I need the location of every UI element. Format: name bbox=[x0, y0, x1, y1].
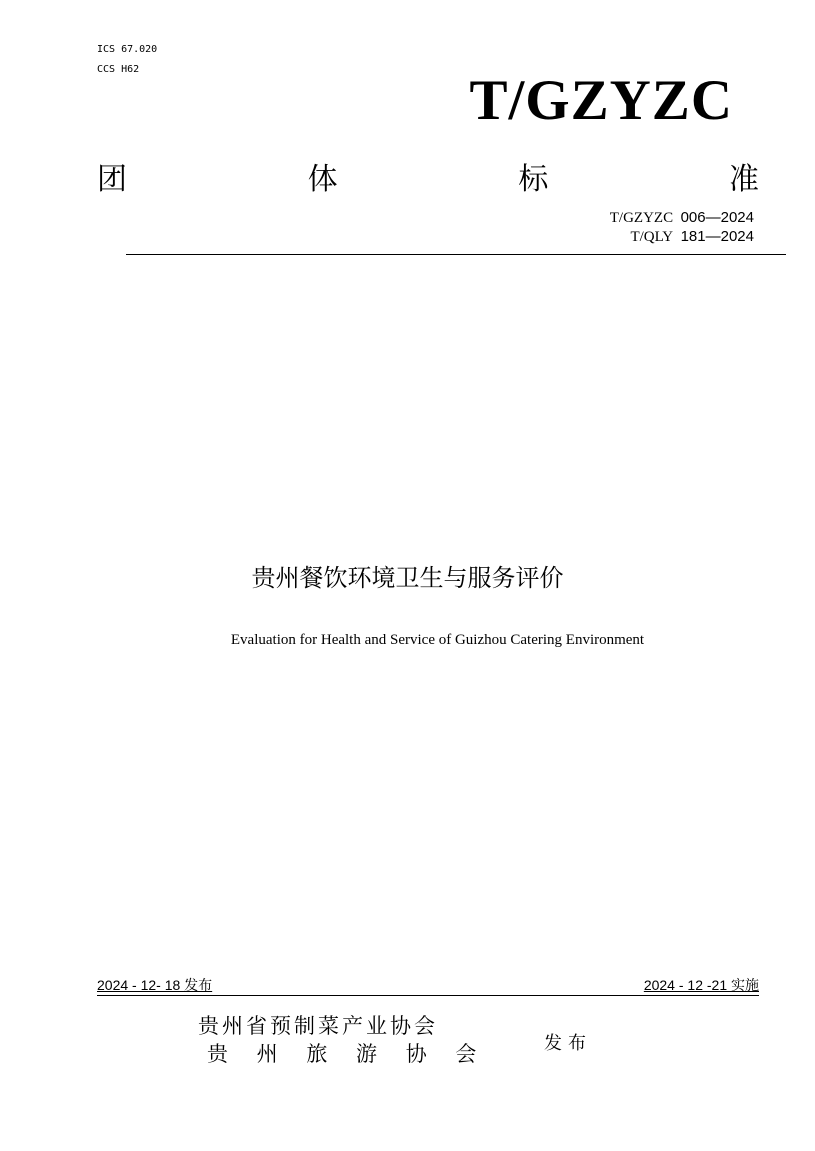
ics-code: ICS 67.020 bbox=[97, 44, 158, 55]
banner-char: 体 bbox=[307, 162, 338, 197]
standard-code-prefix: T/GZYZC bbox=[609, 210, 674, 226]
group-standard-banner bbox=[97, 160, 759, 200]
document-title-en: Evaluation for Health and Service of Guizhou Catering Environment bbox=[230, 632, 645, 648]
document-title-zh: 贵州餐饮环境卫生与服务评价 bbox=[251, 564, 564, 592]
banner-char: 团 bbox=[97, 162, 127, 197]
ccs-code: CCS H62 bbox=[97, 64, 140, 75]
publish-label: 发布 bbox=[544, 1033, 592, 1054]
banner-char: 标 bbox=[518, 162, 549, 197]
implementation-date: 2024 - 12 -21 实施 bbox=[643, 977, 759, 993]
standard-code-primary bbox=[610, 209, 754, 227]
banner-char: 准 bbox=[728, 162, 759, 197]
standard-code-prefix: T/QLY bbox=[630, 229, 674, 245]
standard-code-number: 006—2024 bbox=[680, 209, 754, 226]
standard-logo: T/GZYZC bbox=[469, 69, 733, 132]
issue-date: 2024 - 12- 18 发布 bbox=[97, 977, 213, 993]
standard-code-number: 181—2024 bbox=[680, 228, 754, 245]
publisher-secondary: 贵 州 旅 游 协 会 bbox=[207, 1042, 488, 1066]
header-divider bbox=[126, 254, 786, 255]
footer-divider bbox=[97, 995, 759, 996]
publisher-primary: 贵州省预制菜产业协会 bbox=[198, 1014, 438, 1038]
standard-code-secondary bbox=[630, 228, 754, 246]
